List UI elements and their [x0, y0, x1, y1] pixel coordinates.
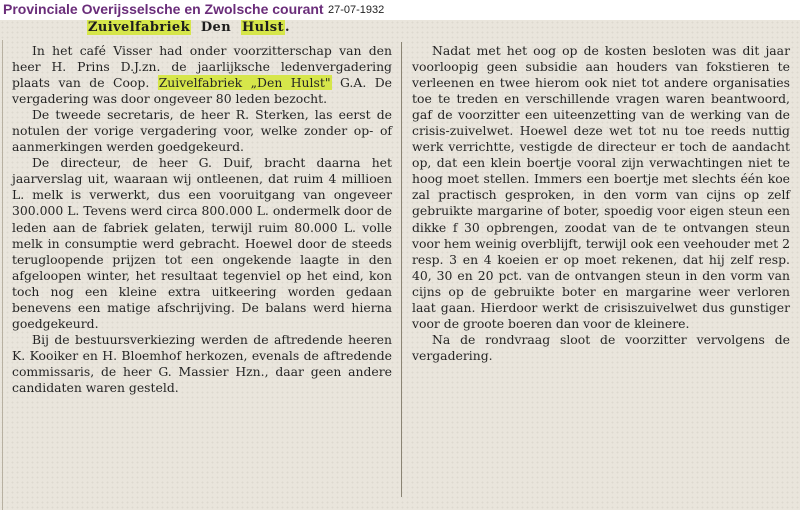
article-paragraph: Nadat met het oog op de kosten besloten was dit jaar voorloopig geen subsidie aan houders van fokstieren te verleenen en twee hierom ook niet tot andere organisaties toe te treden en verschillende vragen waren beantwoord, gaf de voorzitter een uiteenzetting van de werking van de crisis-zuivelwet. Hoewel deze wet tot nu toe reeds nuttig werk verrichtte, vestigde de directeur er toch de aandacht op, dat een klein boertje vooral zijn verwachtingen niet te hoog moet stellen. Immers een boertje met slechts één koe zal practisch gesproken, in den vorm van cijns op zelf gebruikte margarine of boter, spoedig voor eigen steun een dikke f 30 opbrengen, zoodat van de te ontvangen steun voor hem weinig overblijft, terwijl ook een veehouder met 2 resp. 3 en 4 koeien er op moet rekenen, dat hij zelf resp. 40, 30 en 20 pct. van de ontvangen steun in den vorm van cijns op de gebruikte boter en margarine weer verloren laat gaan. Hierdoor werkt de crisiszuivelwet dus gunstiger voor de groote boeren dan voor de kleinere.: [412, 43, 790, 331]
headline-word-1: Zuivelfabriek: [88, 20, 191, 35]
search-highlight: Zuivelfabriek „Den Hulst": [158, 75, 331, 91]
article-column-left: [12, 43, 392, 396]
newspaper-clipping: [0, 20, 800, 510]
source-header: [0, 0, 800, 20]
article-paragraph: Na de rondvraag sloot de voorzitter vervolgens de vergadering.: [412, 331, 790, 363]
article-column-right: [412, 43, 790, 364]
article-headline: [87, 20, 290, 35]
article-paragraph: Bij de bestuursverkiezing werden de aftredende heeren K. Kooiker en H. Bloemhof herkozen, evenals de aftredende commissaris, de heer G. Massier Hzn., daar geen andere candidaten waren gesteld.: [12, 331, 392, 395]
paragraph-text: In het café Visser had onder voorzitterschap van den heer H. Prins D.J.zn. de jaarlijksche ledenvergadering plaats van de Coop.: [12, 43, 392, 91]
headline-word-2: Den: [200, 20, 232, 35]
article-paragraph: De directeur, de heer G. Duif, bracht daarna het jaarverslag uit, waaraan wij ontleenen, dat ruim 4 millioen L. melk is verwerkt, dus een vooruitgang van ongeveer 300.000 L. Tevens werd circa 800.000 L. ondermelk door de leden aan de fabriek gelaten, terwijl ruim 80.000 L. volle melk in consumptie werd gebracht. Hoewel door de steeds terugloopende prijzen tot een ongekende laagte in den afgeloopen winter, het resultaat tegenviel op het eind, kon toch nog een kleine extra uitkeering worden gedaan benevens een matige afschrijving. De balans werd hierna goedgekeurd.: [12, 155, 392, 331]
headline-punct: .: [284, 20, 290, 35]
column-divider: [401, 42, 402, 497]
headline-word-3: Hulst: [241, 20, 284, 35]
clipping-edge: [2, 40, 3, 510]
newspaper-title: Provinciale Overijsselsche en Zwolsche courant: [3, 1, 324, 17]
article-paragraph: [12, 43, 392, 107]
publication-date: 27-07-1932: [328, 4, 385, 16]
paragraph-text: G.A. De vergadering was door ongeveer 80 leden bezocht.: [12, 75, 392, 107]
article-paragraph: De tweede secretaris, de heer R. Sterken, las eerst de notulen der vorige vergadering voor, welke zonder op- of aanmerkingen werden goedgekeurd.: [12, 107, 392, 155]
